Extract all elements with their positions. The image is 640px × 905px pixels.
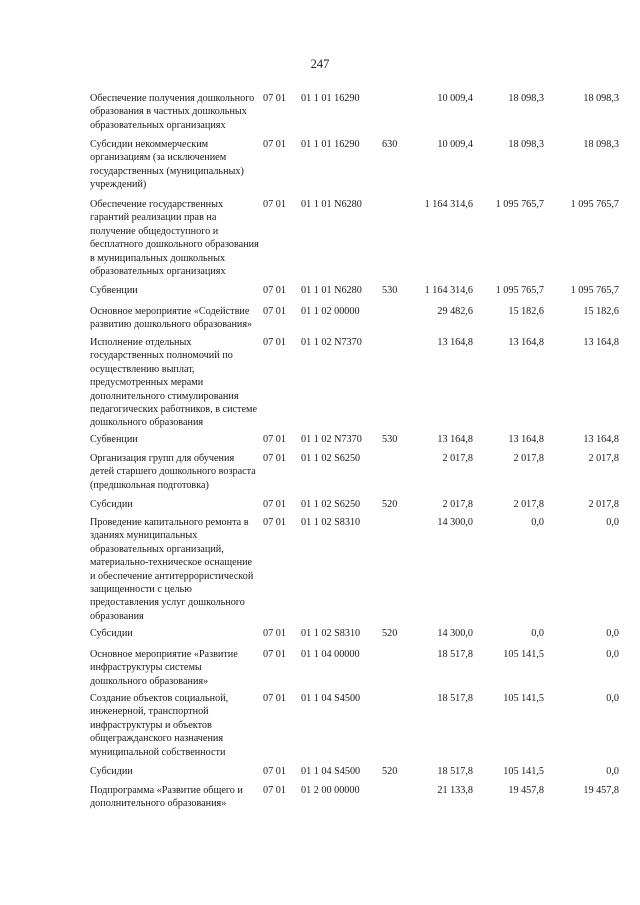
expense-type-code: 520 [382, 766, 398, 777]
amount-year-1: 14 300,0 [437, 628, 473, 639]
row-name: Обеспечение государственных гарантий реализации прав на получение общедоступного и бесплатного дошкольного образования в муниципальных дошкольных образовательных организациях [90, 199, 259, 278]
section-code: 07 01 [263, 785, 286, 796]
row-name: Основное мероприятие «Развитие инфраструктуры системы дошкольного образования» [90, 649, 238, 687]
amount-year-3: 0,0 [606, 649, 619, 660]
amount-year-2: 13 164,8 [508, 434, 544, 445]
amount-year-3: 0,0 [606, 628, 619, 639]
target-code: 01 1 02 N7370 [301, 434, 362, 445]
amount-year-2: 0,0 [531, 628, 544, 639]
expense-type-code: 530 [382, 434, 398, 445]
amount-year-3: 1 095 765,7 [570, 199, 619, 210]
amount-year-3: 19 457,8 [583, 785, 619, 796]
amount-year-2: 19 457,8 [508, 785, 544, 796]
section-code: 07 01 [263, 306, 286, 317]
amount-year-3: 0,0 [606, 766, 619, 777]
section-code: 07 01 [263, 285, 286, 296]
amount-year-2: 105 141,5 [503, 649, 544, 660]
target-code: 01 1 02 00000 [301, 306, 360, 317]
row-name: Субвенции [90, 434, 138, 445]
target-code: 01 1 01 16290 [301, 93, 360, 104]
amount-year-2: 105 141,5 [503, 766, 544, 777]
amount-year-3: 1 095 765,7 [570, 285, 619, 296]
expense-type-code: 520 [382, 628, 398, 639]
amount-year-1: 13 164,8 [437, 434, 473, 445]
row-name: Организация групп для обучения детей старшего дошкольного возраста (предшкольная подготовка) [90, 453, 256, 491]
amount-year-1: 13 164,8 [437, 337, 473, 348]
section-code: 07 01 [263, 649, 286, 660]
amount-year-3: 13 164,8 [583, 337, 619, 348]
amount-year-1: 18 517,8 [437, 693, 473, 704]
amount-year-3: 0,0 [606, 517, 619, 528]
target-code: 01 1 04 S4500 [301, 766, 361, 777]
row-name: Создание объектов социальной, инженерной, транспортной инфраструктуры и объектов общегражданского назначения муниципальной собственности [90, 693, 229, 758]
amount-year-2: 15 182,6 [508, 306, 544, 317]
target-code: 01 1 02 S8310 [301, 628, 361, 639]
row-name: Субсидии [90, 766, 133, 777]
row-name: Проведение капитального ремонта в зданиях муниципальных образовательных организаций, материально-техническое оснащение и обеспечение антитеррористической защищенности с целью предоставления услуг дошкольного образования [90, 517, 254, 622]
row-name: Субвенции [90, 285, 138, 296]
amount-year-1: 29 482,6 [437, 306, 473, 317]
target-code: 01 1 02 S6250 [301, 453, 361, 464]
row-name: Субсидии некоммерческим организациям (за исключением государственных (муниципальных) учреждений) [90, 139, 244, 191]
section-code: 07 01 [263, 499, 286, 510]
amount-year-3: 15 182,6 [583, 306, 619, 317]
amount-year-2: 105 141,5 [503, 693, 544, 704]
section-code: 07 01 [263, 139, 286, 150]
amount-year-1: 1 164 314,6 [424, 199, 473, 210]
row-name: Субсидии [90, 499, 133, 510]
section-code: 07 01 [263, 628, 286, 639]
target-code: 01 2 00 00000 [301, 785, 360, 796]
section-code: 07 01 [263, 766, 286, 777]
target-code: 01 1 02 N7370 [301, 337, 362, 348]
target-code: 01 1 02 S8310 [301, 517, 361, 528]
target-code: 01 1 01 N6280 [301, 199, 362, 210]
amount-year-2: 2 017,8 [513, 499, 544, 510]
page-number: 247 [310, 57, 330, 71]
row-name: Обеспечение получения дошкольного образования в частных дошкольных образовательных организациях [90, 93, 255, 131]
amount-year-1: 10 009,4 [437, 93, 473, 104]
section-code: 07 01 [263, 517, 286, 528]
amount-year-2: 1 095 765,7 [495, 199, 544, 210]
amount-year-2: 13 164,8 [508, 337, 544, 348]
amount-year-1: 1 164 314,6 [424, 285, 473, 296]
row-name: Подпрограмма «Развитие общего и дополнительного образования» [90, 785, 243, 810]
expense-type-code: 530 [382, 285, 398, 296]
amount-year-3: 13 164,8 [583, 434, 619, 445]
amount-year-1: 2 017,8 [442, 453, 473, 464]
target-code: 01 1 02 S6250 [301, 499, 361, 510]
expense-type-code: 520 [382, 499, 398, 510]
section-code: 07 01 [263, 337, 286, 348]
amount-year-1: 14 300,0 [437, 517, 473, 528]
amount-year-2: 2 017,8 [513, 453, 544, 464]
section-code: 07 01 [263, 693, 286, 704]
target-code: 01 1 04 S4500 [301, 693, 361, 704]
target-code: 01 1 01 16290 [301, 139, 360, 150]
amount-year-3: 2 017,8 [588, 499, 619, 510]
amount-year-3: 18 098,3 [583, 93, 619, 104]
section-code: 07 01 [263, 434, 286, 445]
amount-year-1: 18 517,8 [437, 649, 473, 660]
amount-year-1: 18 517,8 [437, 766, 473, 777]
amount-year-2: 1 095 765,7 [495, 285, 544, 296]
row-name: Основное мероприятие «Содействие развитию дошкольного образования» [90, 306, 253, 331]
section-code: 07 01 [263, 199, 286, 210]
row-name: Исполнение отдельных государственных полномочий по осуществлению выплат, предусмотренных мерами дополнительного стимулирования педагогических работников, в системе дошкольного образования [90, 337, 257, 429]
amount-year-1: 10 009,4 [437, 139, 473, 150]
amount-year-1: 21 133,8 [437, 785, 473, 796]
amount-year-3: 2 017,8 [588, 453, 619, 464]
expense-type-code: 630 [382, 139, 398, 150]
amount-year-2: 18 098,3 [508, 139, 544, 150]
amount-year-3: 0,0 [606, 693, 619, 704]
section-code: 07 01 [263, 93, 286, 104]
amount-year-2: 0,0 [531, 517, 544, 528]
target-code: 01 1 04 00000 [301, 649, 360, 660]
amount-year-3: 18 098,3 [583, 139, 619, 150]
amount-year-2: 18 098,3 [508, 93, 544, 104]
target-code: 01 1 01 N6280 [301, 285, 362, 296]
section-code: 07 01 [263, 453, 286, 464]
amount-year-1: 2 017,8 [442, 499, 473, 510]
row-name: Субсидии [90, 628, 133, 639]
